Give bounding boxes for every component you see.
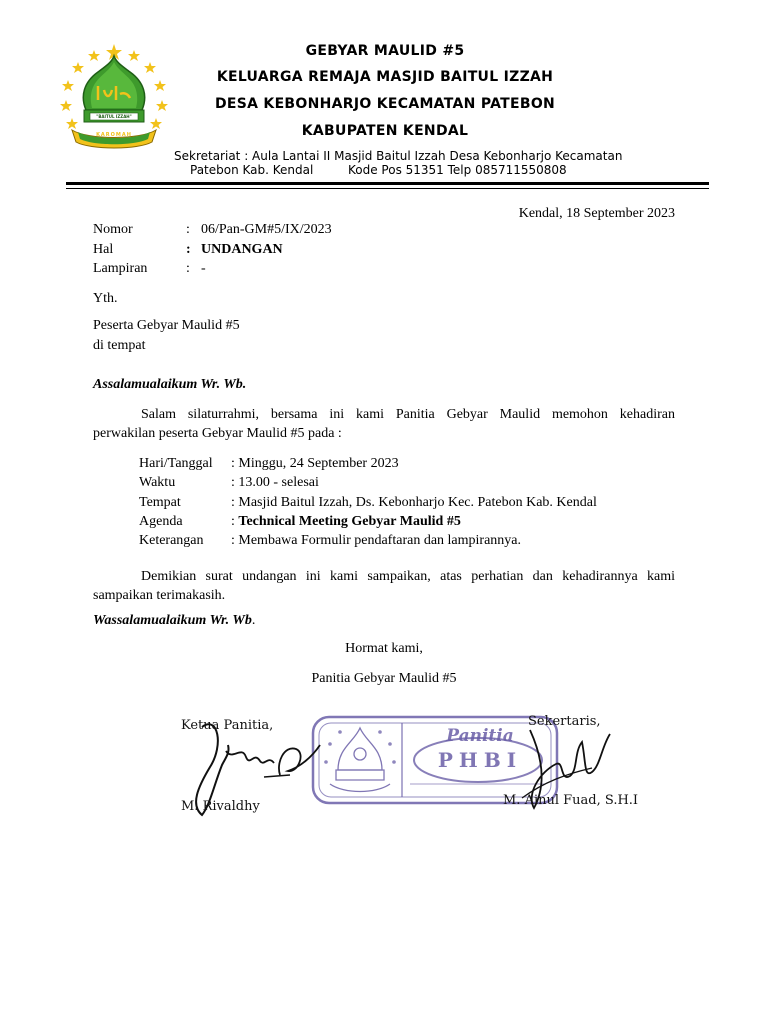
detail-value-agenda xyxy=(231,513,461,531)
right-signatory-name: M. Ainul Fuad, S.H.I xyxy=(503,793,639,808)
left-signatory-name: M. Rivaldhy xyxy=(181,799,260,814)
header-divider-thick xyxy=(66,182,709,185)
recipient-place: di tempat xyxy=(93,338,146,353)
place-date: Kendal, 18 September 2023 xyxy=(518,206,675,221)
detail-value-venue: : Masjid Baitul Izzah, Ds. Kebonharjo Kec. Patebon Kab. Kendal xyxy=(231,495,597,510)
detail-value-time: : 13.00 - selesai xyxy=(231,475,319,490)
closing-line: Demikian surat undangan ini kami sampaikan, atas perhatian dan kehadirannya kami xyxy=(141,569,675,584)
meta-label: Nomor xyxy=(93,222,133,237)
detail-agenda-title: Technical Meeting Gebyar Maulid #5 xyxy=(238,514,461,529)
farewell-text: Wassalamualaikum Wr. Wb xyxy=(93,613,252,628)
meta-label: Lampiran xyxy=(93,261,148,276)
detail-label: Tempat xyxy=(139,495,181,510)
meta-value-attachment: - xyxy=(201,261,206,276)
detail-agenda-colon: : xyxy=(231,514,239,529)
detail-value-notes: : Membawa Formulir pendaftaran dan lampirannya. xyxy=(231,533,522,548)
intro-line: perwakilan peserta Gebyar Maulid #5 pada : xyxy=(93,426,342,441)
org-regency: KABUPATEN KENDAL xyxy=(301,123,469,139)
detail-label: Agenda xyxy=(139,514,183,529)
recipient-name: Peserta Gebyar Maulid #5 xyxy=(93,318,240,333)
detail-label: Keterangan xyxy=(139,533,204,548)
org-name: KELUARGA REMAJA MASJID BAITUL IZZAH xyxy=(216,69,554,85)
greeting: Assalamualaikum Wr. Wb. xyxy=(93,377,247,392)
right-signature-icon xyxy=(500,712,620,822)
farewell-dot: . xyxy=(251,613,256,628)
letterhead-logo xyxy=(58,42,170,154)
detail-label: Waktu xyxy=(139,475,176,490)
meta-colon: : xyxy=(186,222,190,237)
intro-line: Salam silaturrahmi, bersama ini kami Panitia Gebyar Maulid memohon kehadiran xyxy=(141,407,675,422)
org-event-title: GEBYAR MAULID #5 xyxy=(305,43,465,59)
closing-line: sampaikan terimakasih. xyxy=(93,588,226,603)
header-divider-thin xyxy=(66,188,709,189)
meta-colon: : xyxy=(186,242,191,257)
farewell xyxy=(93,612,255,630)
meta-value-subject: UNDANGAN xyxy=(201,242,283,257)
detail-label: Hari/Tanggal xyxy=(139,456,213,471)
logo-bottom-text: KAROMAH xyxy=(96,132,132,138)
closing-paragraph xyxy=(93,567,675,605)
secretariat-address: Sekretariat : Aula Lantai II Masjid Baitul Izzah Desa Kebonharjo Kecamatan xyxy=(174,149,623,163)
meta-value-number: 06/Pan-GM#5/IX/2023 xyxy=(201,222,332,237)
stamp-text-mid: PHBI xyxy=(437,748,523,772)
logo-banner-text: "BAITUL IZZAH" xyxy=(96,114,132,119)
regards: Hormat kami, xyxy=(345,641,423,656)
committee-name: Panitia Gebyar Maulid #5 xyxy=(311,671,457,686)
right-signatory-role: Sekertaris, xyxy=(528,714,601,729)
secretariat-address-city: Patebon Kab. Kendal xyxy=(190,163,314,177)
recipient-yth: Yth. xyxy=(93,291,118,306)
meta-colon: : xyxy=(186,261,190,276)
meta-label: Hal xyxy=(93,242,114,257)
left-signature-icon xyxy=(180,705,340,825)
stamp-text-top: Panitia xyxy=(446,726,514,746)
left-signatory-role: Ketua Panitia, xyxy=(181,718,274,733)
detail-value-date: : Minggu, 24 September 2023 xyxy=(231,456,399,471)
secretariat-contact: Kode Pos 51351 Telp 085711550808 xyxy=(348,163,567,177)
org-village: DESA KEBONHARJO KECAMATAN PATEBON xyxy=(214,96,556,112)
intro-paragraph xyxy=(93,405,675,443)
